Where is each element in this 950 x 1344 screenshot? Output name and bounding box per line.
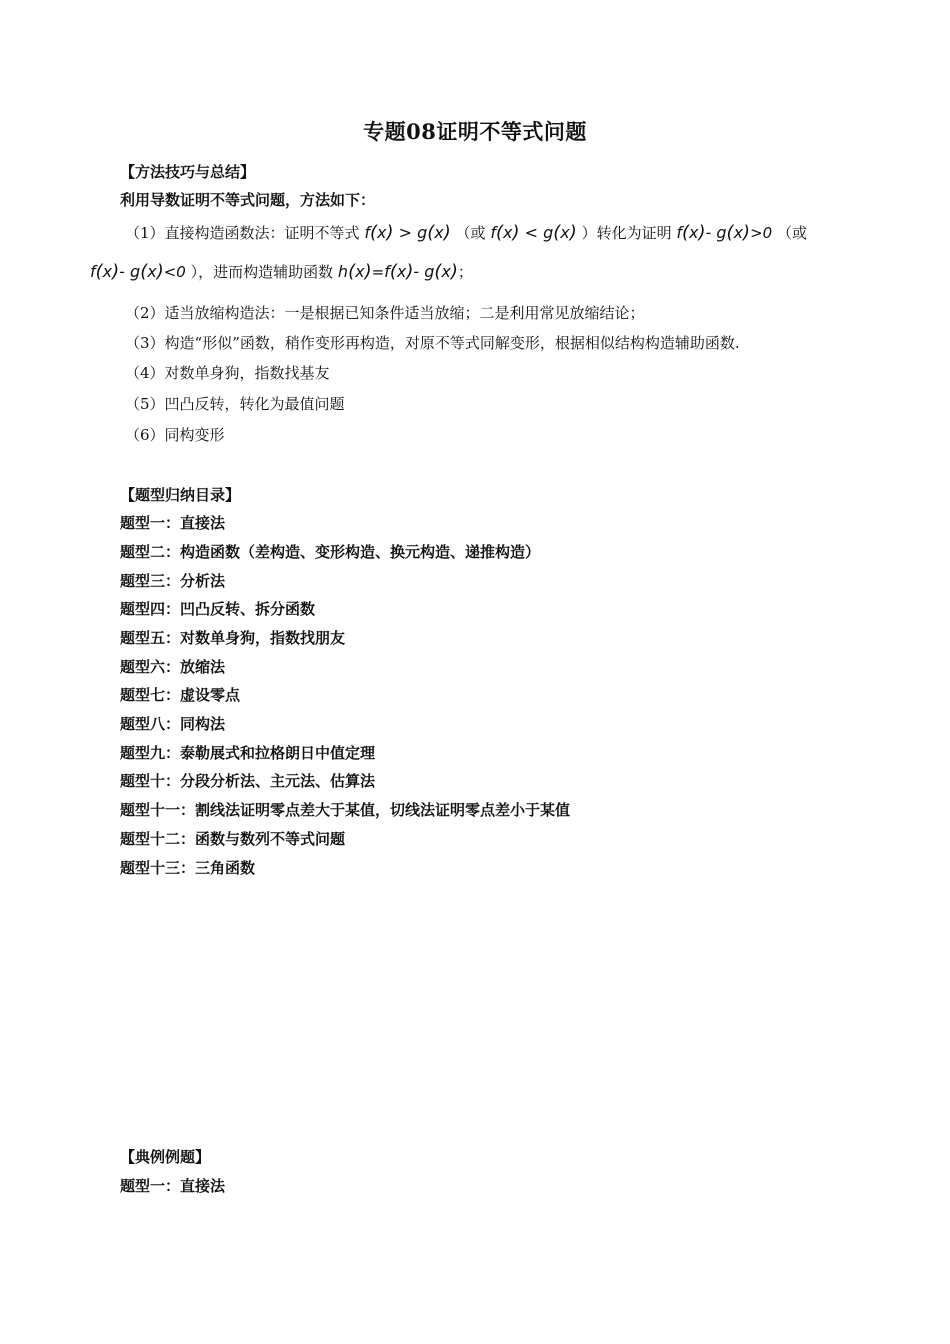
formula-h-def: h(x)=f(x)- g(x): [337, 261, 458, 282]
catalog-item: 题型十二：函数与数列不等式问题: [120, 830, 346, 848]
examples-first-type: 题型一：直接法: [120, 1177, 226, 1195]
method-item-6: （6）同构变形: [125, 426, 225, 444]
formula-f-minus-g-gt-0: f(x)- g(x)>0: [676, 222, 773, 243]
catalog-item: 题型一：直接法: [120, 514, 226, 532]
item1-mid2: ）转化为证明: [581, 224, 672, 242]
formula-f-gt-g: f(x) > g(x): [364, 222, 451, 243]
method-item-3: （3）构造“形似”函数，稍作变形再构造，对原不等式同解变形，根据相似结构构造辅助函数.: [125, 334, 740, 352]
item1-mid3: （或: [776, 224, 807, 242]
catalog-item: 题型五：对数单身狗，指数找朋友: [120, 629, 346, 647]
item1-mid1: （或: [455, 224, 486, 242]
catalog-item: 题型六：放缩法: [120, 658, 226, 676]
item1-prefix: （1）直接构造函数法：证明不等式: [125, 224, 360, 242]
formula-f-lt-g: f(x) < g(x): [490, 222, 577, 243]
catalog-item: 题型三：分析法: [120, 572, 226, 590]
catalog-item: 题型十三：三角函数: [120, 859, 256, 877]
method-item-4: （4）对数单身狗，指数找基友: [125, 364, 330, 382]
catalog-item: 题型七：虚设零点: [120, 686, 241, 704]
examples-heading: 【典例例题】: [120, 1148, 211, 1166]
catalog-item: 题型九：泰勒展式和拉格朗日中值定理: [120, 744, 376, 762]
method-intro: 利用导数证明不等式问题，方法如下：: [120, 191, 376, 209]
method-item-1-line-1: [125, 222, 807, 243]
formula-f-minus-g-lt-0: f(x)- g(x)<0: [90, 261, 186, 282]
method-heading: 【方法技巧与总结】: [120, 163, 256, 181]
catalog-item: 题型四：凹凸反转、拆分函数: [120, 600, 316, 618]
catalog-item: 题型八：同构法: [120, 715, 226, 733]
method-item-2: （2）适当放缩构造法：一是根据已知条件适当放缩；二是利用常见放缩结论；: [125, 304, 645, 322]
catalog-heading: 【题型归纳目录】: [120, 486, 241, 504]
item1-end: ；: [457, 263, 473, 281]
page-title: 专题08证明不等式问题: [363, 119, 587, 144]
method-item-1-line-2: [90, 261, 473, 282]
method-item-5: （5）凹凸反转，转化为最值问题: [125, 395, 345, 413]
catalog-item: 题型十：分段分析法、主元法、估算法: [120, 772, 376, 790]
catalog-item: 题型十一：割线法证明零点差大于某值，切线法证明零点差小于某值: [120, 801, 571, 819]
item1-mid4: ），进而构造辅助函数: [190, 263, 334, 281]
catalog-item: 题型二：构造函数（差构造、变形构造、换元构造、递推构造）: [120, 543, 541, 561]
